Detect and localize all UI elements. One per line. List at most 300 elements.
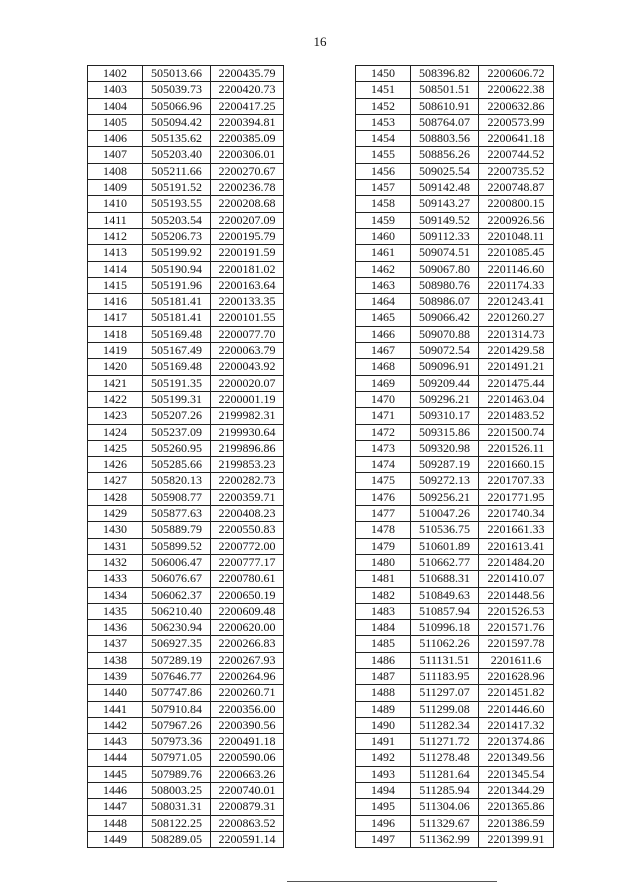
point-number-cell: 1406 xyxy=(88,131,143,147)
point-number-cell: 1462 xyxy=(356,261,411,277)
y-coordinate-cell: 2200744.52 xyxy=(479,147,554,163)
table-row xyxy=(356,261,554,277)
table-row xyxy=(88,114,284,130)
point-number-cell: 1475 xyxy=(356,473,411,489)
x-coordinate-cell: 505135.62 xyxy=(143,131,211,147)
x-coordinate-cell: 509143.27 xyxy=(411,196,479,212)
y-coordinate-cell: 2200632.86 xyxy=(479,98,554,114)
point-number-cell: 1471 xyxy=(356,408,411,424)
y-coordinate-cell: 2200417.25 xyxy=(211,98,284,114)
x-coordinate-cell: 511062.26 xyxy=(411,636,479,652)
table-row xyxy=(356,408,554,424)
y-coordinate-cell: 2200606.72 xyxy=(479,66,554,82)
y-coordinate-cell: 2201349.56 xyxy=(479,750,554,766)
table-row xyxy=(88,359,284,375)
table-row xyxy=(356,424,554,440)
point-number-cell: 1459 xyxy=(356,212,411,228)
point-number-cell: 1446 xyxy=(88,783,143,799)
y-coordinate-cell: 2201771.95 xyxy=(479,489,554,505)
point-number-cell: 1457 xyxy=(356,180,411,196)
y-coordinate-cell: 2200063.79 xyxy=(211,343,284,359)
point-number-cell: 1404 xyxy=(88,98,143,114)
x-coordinate-cell: 505169.48 xyxy=(143,359,211,375)
point-number-cell: 1487 xyxy=(356,668,411,684)
point-number-cell: 1410 xyxy=(88,196,143,212)
y-coordinate-cell: 2201484.20 xyxy=(479,554,554,570)
y-coordinate-cell: 2199982.31 xyxy=(211,408,284,424)
table-row xyxy=(88,831,284,847)
point-number-cell: 1424 xyxy=(88,424,143,440)
point-number-cell: 1427 xyxy=(88,473,143,489)
point-number-cell: 1407 xyxy=(88,147,143,163)
y-coordinate-cell: 2201628.96 xyxy=(479,668,554,684)
table-row xyxy=(356,538,554,554)
table-row xyxy=(356,147,554,163)
x-coordinate-cell: 508003.25 xyxy=(143,783,211,799)
point-number-cell: 1438 xyxy=(88,652,143,668)
x-coordinate-cell: 509315.86 xyxy=(411,424,479,440)
table-row xyxy=(88,131,284,147)
x-coordinate-cell: 508764.07 xyxy=(411,114,479,130)
x-coordinate-cell: 509142.48 xyxy=(411,180,479,196)
x-coordinate-cell: 505039.73 xyxy=(143,82,211,98)
coordinate-table-left xyxy=(87,65,284,848)
x-coordinate-cell: 511131.51 xyxy=(411,652,479,668)
table-row xyxy=(356,554,554,570)
point-number-cell: 1411 xyxy=(88,212,143,228)
x-coordinate-cell: 507747.86 xyxy=(143,685,211,701)
y-coordinate-cell: 2201597.78 xyxy=(479,636,554,652)
x-coordinate-cell: 506062.37 xyxy=(143,587,211,603)
x-coordinate-cell: 511297.07 xyxy=(411,685,479,701)
y-coordinate-cell: 2201345.54 xyxy=(479,766,554,782)
y-coordinate-cell: 2201491.21 xyxy=(479,359,554,375)
y-coordinate-cell: 2200359.71 xyxy=(211,489,284,505)
x-coordinate-cell: 505013.66 xyxy=(143,66,211,82)
y-coordinate-cell: 2200264.96 xyxy=(211,668,284,684)
table-row xyxy=(356,506,554,522)
coordinate-table-right xyxy=(355,65,554,848)
y-coordinate-cell: 2200435.79 xyxy=(211,66,284,82)
y-coordinate-cell: 2200195.79 xyxy=(211,228,284,244)
table-row xyxy=(88,212,284,228)
point-number-cell: 1497 xyxy=(356,831,411,847)
x-coordinate-cell: 505889.79 xyxy=(143,522,211,538)
y-coordinate-cell: 2200001.19 xyxy=(211,391,284,407)
point-number-cell: 1468 xyxy=(356,359,411,375)
table-row xyxy=(356,163,554,179)
y-coordinate-cell: 2201613.41 xyxy=(479,538,554,554)
y-coordinate-cell: 2201661.33 xyxy=(479,522,554,538)
x-coordinate-cell: 508122.25 xyxy=(143,815,211,831)
point-number-cell: 1473 xyxy=(356,440,411,456)
y-coordinate-cell: 2200550.83 xyxy=(211,522,284,538)
x-coordinate-cell: 507910.84 xyxy=(143,701,211,717)
y-coordinate-cell: 2201571.76 xyxy=(479,620,554,636)
y-coordinate-cell: 2200772.00 xyxy=(211,538,284,554)
y-coordinate-cell: 2200020.07 xyxy=(211,375,284,391)
table-row xyxy=(88,587,284,603)
point-number-cell: 1466 xyxy=(356,326,411,342)
x-coordinate-cell: 508031.31 xyxy=(143,799,211,815)
y-coordinate-cell: 2200663.26 xyxy=(211,766,284,782)
point-number-cell: 1448 xyxy=(88,815,143,831)
table-row xyxy=(88,685,284,701)
point-number-cell: 1483 xyxy=(356,603,411,619)
point-number-cell: 1463 xyxy=(356,277,411,293)
point-number-cell: 1418 xyxy=(88,326,143,342)
y-coordinate-cell: 2201451.82 xyxy=(479,685,554,701)
table-row xyxy=(356,457,554,473)
x-coordinate-cell: 505181.41 xyxy=(143,310,211,326)
table-row xyxy=(88,391,284,407)
x-coordinate-cell: 509070.88 xyxy=(411,326,479,342)
point-number-cell: 1447 xyxy=(88,799,143,815)
x-coordinate-cell: 508856.26 xyxy=(411,147,479,163)
point-number-cell: 1472 xyxy=(356,424,411,440)
table-row xyxy=(88,701,284,717)
x-coordinate-cell: 509209.44 xyxy=(411,375,479,391)
table-row xyxy=(88,408,284,424)
y-coordinate-cell: 2201429.58 xyxy=(479,343,554,359)
table-row xyxy=(88,228,284,244)
x-coordinate-cell: 505191.35 xyxy=(143,375,211,391)
y-coordinate-cell: 2201314.73 xyxy=(479,326,554,342)
point-number-cell: 1490 xyxy=(356,717,411,733)
y-coordinate-cell: 2201365.86 xyxy=(479,799,554,815)
x-coordinate-cell: 508803.56 xyxy=(411,131,479,147)
y-coordinate-cell: 2200282.73 xyxy=(211,473,284,489)
x-coordinate-cell: 509067.80 xyxy=(411,261,479,277)
table-row xyxy=(88,196,284,212)
point-number-cell: 1419 xyxy=(88,343,143,359)
x-coordinate-cell: 509287.19 xyxy=(411,457,479,473)
point-number-cell: 1423 xyxy=(88,408,143,424)
point-number-cell: 1456 xyxy=(356,163,411,179)
x-coordinate-cell: 511285.94 xyxy=(411,783,479,799)
y-coordinate-cell: 2200394.81 xyxy=(211,114,284,130)
table-row xyxy=(356,326,554,342)
point-number-cell: 1493 xyxy=(356,766,411,782)
point-number-cell: 1482 xyxy=(356,587,411,603)
y-coordinate-cell: 2200163.64 xyxy=(211,277,284,293)
point-number-cell: 1449 xyxy=(88,831,143,847)
point-number-cell: 1495 xyxy=(356,799,411,815)
point-number-cell: 1465 xyxy=(356,310,411,326)
point-number-cell: 1440 xyxy=(88,685,143,701)
y-coordinate-cell: 2201048.11 xyxy=(479,228,554,244)
y-coordinate-cell: 2200390.56 xyxy=(211,717,284,733)
y-coordinate-cell: 2200863.52 xyxy=(211,815,284,831)
table-row xyxy=(88,245,284,261)
table-row xyxy=(88,783,284,799)
table-row xyxy=(356,799,554,815)
table-row xyxy=(356,587,554,603)
y-coordinate-cell: 2200208.68 xyxy=(211,196,284,212)
y-coordinate-cell: 2200740.01 xyxy=(211,783,284,799)
point-number-cell: 1474 xyxy=(356,457,411,473)
x-coordinate-cell: 505190.94 xyxy=(143,261,211,277)
point-number-cell: 1470 xyxy=(356,391,411,407)
point-number-cell: 1469 xyxy=(356,375,411,391)
x-coordinate-cell: 509272.13 xyxy=(411,473,479,489)
y-coordinate-cell: 2200077.70 xyxy=(211,326,284,342)
x-coordinate-cell: 505899.52 xyxy=(143,538,211,554)
y-coordinate-cell: 2201660.15 xyxy=(479,457,554,473)
point-number-cell: 1422 xyxy=(88,391,143,407)
y-coordinate-cell: 2200306.01 xyxy=(211,147,284,163)
table-row xyxy=(356,668,554,684)
point-number-cell: 1428 xyxy=(88,489,143,505)
y-coordinate-cell: 2201410.07 xyxy=(479,571,554,587)
table-row xyxy=(356,131,554,147)
table-row xyxy=(88,799,284,815)
x-coordinate-cell: 505820.13 xyxy=(143,473,211,489)
table-row xyxy=(356,82,554,98)
x-coordinate-cell: 510996.18 xyxy=(411,620,479,636)
table-row xyxy=(88,457,284,473)
y-coordinate-cell: 2200591.14 xyxy=(211,831,284,847)
table-row xyxy=(88,82,284,98)
table-row xyxy=(356,391,554,407)
y-coordinate-cell: 2201344.29 xyxy=(479,783,554,799)
point-number-cell: 1430 xyxy=(88,522,143,538)
point-number-cell: 1461 xyxy=(356,245,411,261)
table-row xyxy=(88,766,284,782)
point-number-cell: 1452 xyxy=(356,98,411,114)
x-coordinate-cell: 509072.54 xyxy=(411,343,479,359)
table-row xyxy=(356,734,554,750)
point-number-cell: 1433 xyxy=(88,571,143,587)
table-row xyxy=(88,522,284,538)
x-coordinate-cell: 509096.91 xyxy=(411,359,479,375)
y-coordinate-cell: 2201446.60 xyxy=(479,701,554,717)
table-row xyxy=(88,375,284,391)
y-coordinate-cell: 2200780.61 xyxy=(211,571,284,587)
point-number-cell: 1488 xyxy=(356,685,411,701)
point-number-cell: 1444 xyxy=(88,750,143,766)
y-coordinate-cell: 2201463.04 xyxy=(479,391,554,407)
x-coordinate-cell: 505285.66 xyxy=(143,457,211,473)
point-number-cell: 1413 xyxy=(88,245,143,261)
table-row xyxy=(88,603,284,619)
y-coordinate-cell: 2200207.09 xyxy=(211,212,284,228)
table-row xyxy=(88,571,284,587)
table-row xyxy=(356,815,554,831)
x-coordinate-cell: 509320.98 xyxy=(411,440,479,456)
table-row xyxy=(356,701,554,717)
table-row xyxy=(88,326,284,342)
y-coordinate-cell: 2200800.15 xyxy=(479,196,554,212)
x-coordinate-cell: 507973.36 xyxy=(143,734,211,750)
point-number-cell: 1445 xyxy=(88,766,143,782)
x-coordinate-cell: 510857.94 xyxy=(411,603,479,619)
y-coordinate-cell: 2201475.44 xyxy=(479,375,554,391)
y-coordinate-cell: 2200620.00 xyxy=(211,620,284,636)
point-number-cell: 1415 xyxy=(88,277,143,293)
point-number-cell: 1451 xyxy=(356,82,411,98)
x-coordinate-cell: 505206.73 xyxy=(143,228,211,244)
point-number-cell: 1480 xyxy=(356,554,411,570)
y-coordinate-cell: 2200650.19 xyxy=(211,587,284,603)
y-coordinate-cell: 2200181.02 xyxy=(211,261,284,277)
x-coordinate-cell: 506210.40 xyxy=(143,603,211,619)
x-coordinate-cell: 511329.67 xyxy=(411,815,479,831)
y-coordinate-cell: 2201243.41 xyxy=(479,294,554,310)
y-coordinate-cell: 2201448.56 xyxy=(479,587,554,603)
table-row xyxy=(356,522,554,538)
x-coordinate-cell: 505191.96 xyxy=(143,277,211,293)
table-row xyxy=(356,343,554,359)
point-number-cell: 1414 xyxy=(88,261,143,277)
table-row xyxy=(88,440,284,456)
x-coordinate-cell: 505191.52 xyxy=(143,180,211,196)
table-row xyxy=(356,603,554,619)
table-row xyxy=(356,766,554,782)
x-coordinate-cell: 509025.54 xyxy=(411,163,479,179)
table-row xyxy=(88,163,284,179)
table-row xyxy=(88,489,284,505)
point-number-cell: 1436 xyxy=(88,620,143,636)
y-coordinate-cell: 2200879.31 xyxy=(211,799,284,815)
y-coordinate-cell: 2200641.18 xyxy=(479,131,554,147)
y-coordinate-cell: 2201707.33 xyxy=(479,473,554,489)
x-coordinate-cell: 510536.75 xyxy=(411,522,479,538)
y-coordinate-cell: 2200777.17 xyxy=(211,554,284,570)
table-row xyxy=(356,375,554,391)
table-row xyxy=(356,717,554,733)
page-number: 16 xyxy=(313,34,327,49)
x-coordinate-cell: 511299.08 xyxy=(411,701,479,717)
table-row xyxy=(356,228,554,244)
x-coordinate-cell: 508396.82 xyxy=(411,66,479,82)
y-coordinate-cell: 2200420.73 xyxy=(211,82,284,98)
x-coordinate-cell: 505199.92 xyxy=(143,245,211,261)
point-number-cell: 1402 xyxy=(88,66,143,82)
x-coordinate-cell: 505169.48 xyxy=(143,326,211,342)
x-coordinate-cell: 508289.05 xyxy=(143,831,211,847)
point-number-cell: 1420 xyxy=(88,359,143,375)
table-row xyxy=(88,636,284,652)
point-number-cell: 1429 xyxy=(88,506,143,522)
table-row xyxy=(88,98,284,114)
table-row xyxy=(88,734,284,750)
point-number-cell: 1491 xyxy=(356,734,411,750)
x-coordinate-cell: 505877.63 xyxy=(143,506,211,522)
point-number-cell: 1485 xyxy=(356,636,411,652)
point-number-cell: 1455 xyxy=(356,147,411,163)
point-number-cell: 1484 xyxy=(356,620,411,636)
point-number-cell: 1494 xyxy=(356,783,411,799)
x-coordinate-cell: 511304.06 xyxy=(411,799,479,815)
x-coordinate-cell: 510688.31 xyxy=(411,571,479,587)
y-coordinate-cell: 2201526.11 xyxy=(479,440,554,456)
y-coordinate-cell: 2200735.52 xyxy=(479,163,554,179)
x-coordinate-cell: 510662.77 xyxy=(411,554,479,570)
point-number-cell: 1479 xyxy=(356,538,411,554)
y-coordinate-cell: 2199930.64 xyxy=(211,424,284,440)
x-coordinate-cell: 510849.63 xyxy=(411,587,479,603)
point-number-cell: 1496 xyxy=(356,815,411,831)
table-row xyxy=(356,277,554,293)
x-coordinate-cell: 509256.21 xyxy=(411,489,479,505)
point-number-cell: 1458 xyxy=(356,196,411,212)
table-row xyxy=(356,212,554,228)
table-row xyxy=(356,620,554,636)
y-coordinate-cell: 2200408.23 xyxy=(211,506,284,522)
point-number-cell: 1476 xyxy=(356,489,411,505)
table-row xyxy=(88,668,284,684)
point-number-cell: 1492 xyxy=(356,750,411,766)
x-coordinate-cell: 505199.31 xyxy=(143,391,211,407)
x-coordinate-cell: 508610.91 xyxy=(411,98,479,114)
x-coordinate-cell: 509066.42 xyxy=(411,310,479,326)
point-number-cell: 1435 xyxy=(88,603,143,619)
point-number-cell: 1467 xyxy=(356,343,411,359)
point-number-cell: 1408 xyxy=(88,163,143,179)
point-number-cell: 1431 xyxy=(88,538,143,554)
x-coordinate-cell: 507971.05 xyxy=(143,750,211,766)
y-coordinate-cell: 2200267.93 xyxy=(211,652,284,668)
point-number-cell: 1416 xyxy=(88,294,143,310)
y-coordinate-cell: 2201386.59 xyxy=(479,815,554,831)
x-coordinate-cell: 511278.48 xyxy=(411,750,479,766)
table-row xyxy=(356,310,554,326)
table-row xyxy=(88,180,284,196)
table-row xyxy=(88,66,284,82)
y-coordinate-cell: 2200609.48 xyxy=(211,603,284,619)
x-coordinate-cell: 511282.34 xyxy=(411,717,479,733)
table-row xyxy=(356,440,554,456)
point-number-cell: 1417 xyxy=(88,310,143,326)
y-coordinate-cell: 2201146.60 xyxy=(479,261,554,277)
table-row xyxy=(356,245,554,261)
point-number-cell: 1450 xyxy=(356,66,411,82)
point-number-cell: 1477 xyxy=(356,506,411,522)
table-row xyxy=(356,571,554,587)
x-coordinate-cell: 509296.21 xyxy=(411,391,479,407)
y-coordinate-cell: 2200101.55 xyxy=(211,310,284,326)
point-number-cell: 1481 xyxy=(356,571,411,587)
x-coordinate-cell: 505908.77 xyxy=(143,489,211,505)
table-row xyxy=(356,196,554,212)
table-row xyxy=(88,343,284,359)
table-row xyxy=(356,636,554,652)
point-number-cell: 1486 xyxy=(356,652,411,668)
point-number-cell: 1421 xyxy=(88,375,143,391)
table-row xyxy=(88,620,284,636)
point-number-cell: 1441 xyxy=(88,701,143,717)
x-coordinate-cell: 507289.19 xyxy=(143,652,211,668)
x-coordinate-cell: 511281.64 xyxy=(411,766,479,782)
table-row xyxy=(356,831,554,847)
table-row xyxy=(356,359,554,375)
point-number-cell: 1405 xyxy=(88,114,143,130)
point-number-cell: 1478 xyxy=(356,522,411,538)
y-coordinate-cell: 2200191.59 xyxy=(211,245,284,261)
x-coordinate-cell: 505211.66 xyxy=(143,163,211,179)
y-coordinate-cell: 2200748.87 xyxy=(479,180,554,196)
point-number-cell: 1442 xyxy=(88,717,143,733)
x-coordinate-cell: 506230.94 xyxy=(143,620,211,636)
point-number-cell: 1426 xyxy=(88,457,143,473)
x-coordinate-cell: 509310.17 xyxy=(411,408,479,424)
y-coordinate-cell: 2201526.53 xyxy=(479,603,554,619)
x-coordinate-cell: 505167.49 xyxy=(143,343,211,359)
y-coordinate-cell: 2200491.18 xyxy=(211,734,284,750)
y-coordinate-cell: 2200260.71 xyxy=(211,685,284,701)
y-coordinate-cell: 2200573.99 xyxy=(479,114,554,130)
